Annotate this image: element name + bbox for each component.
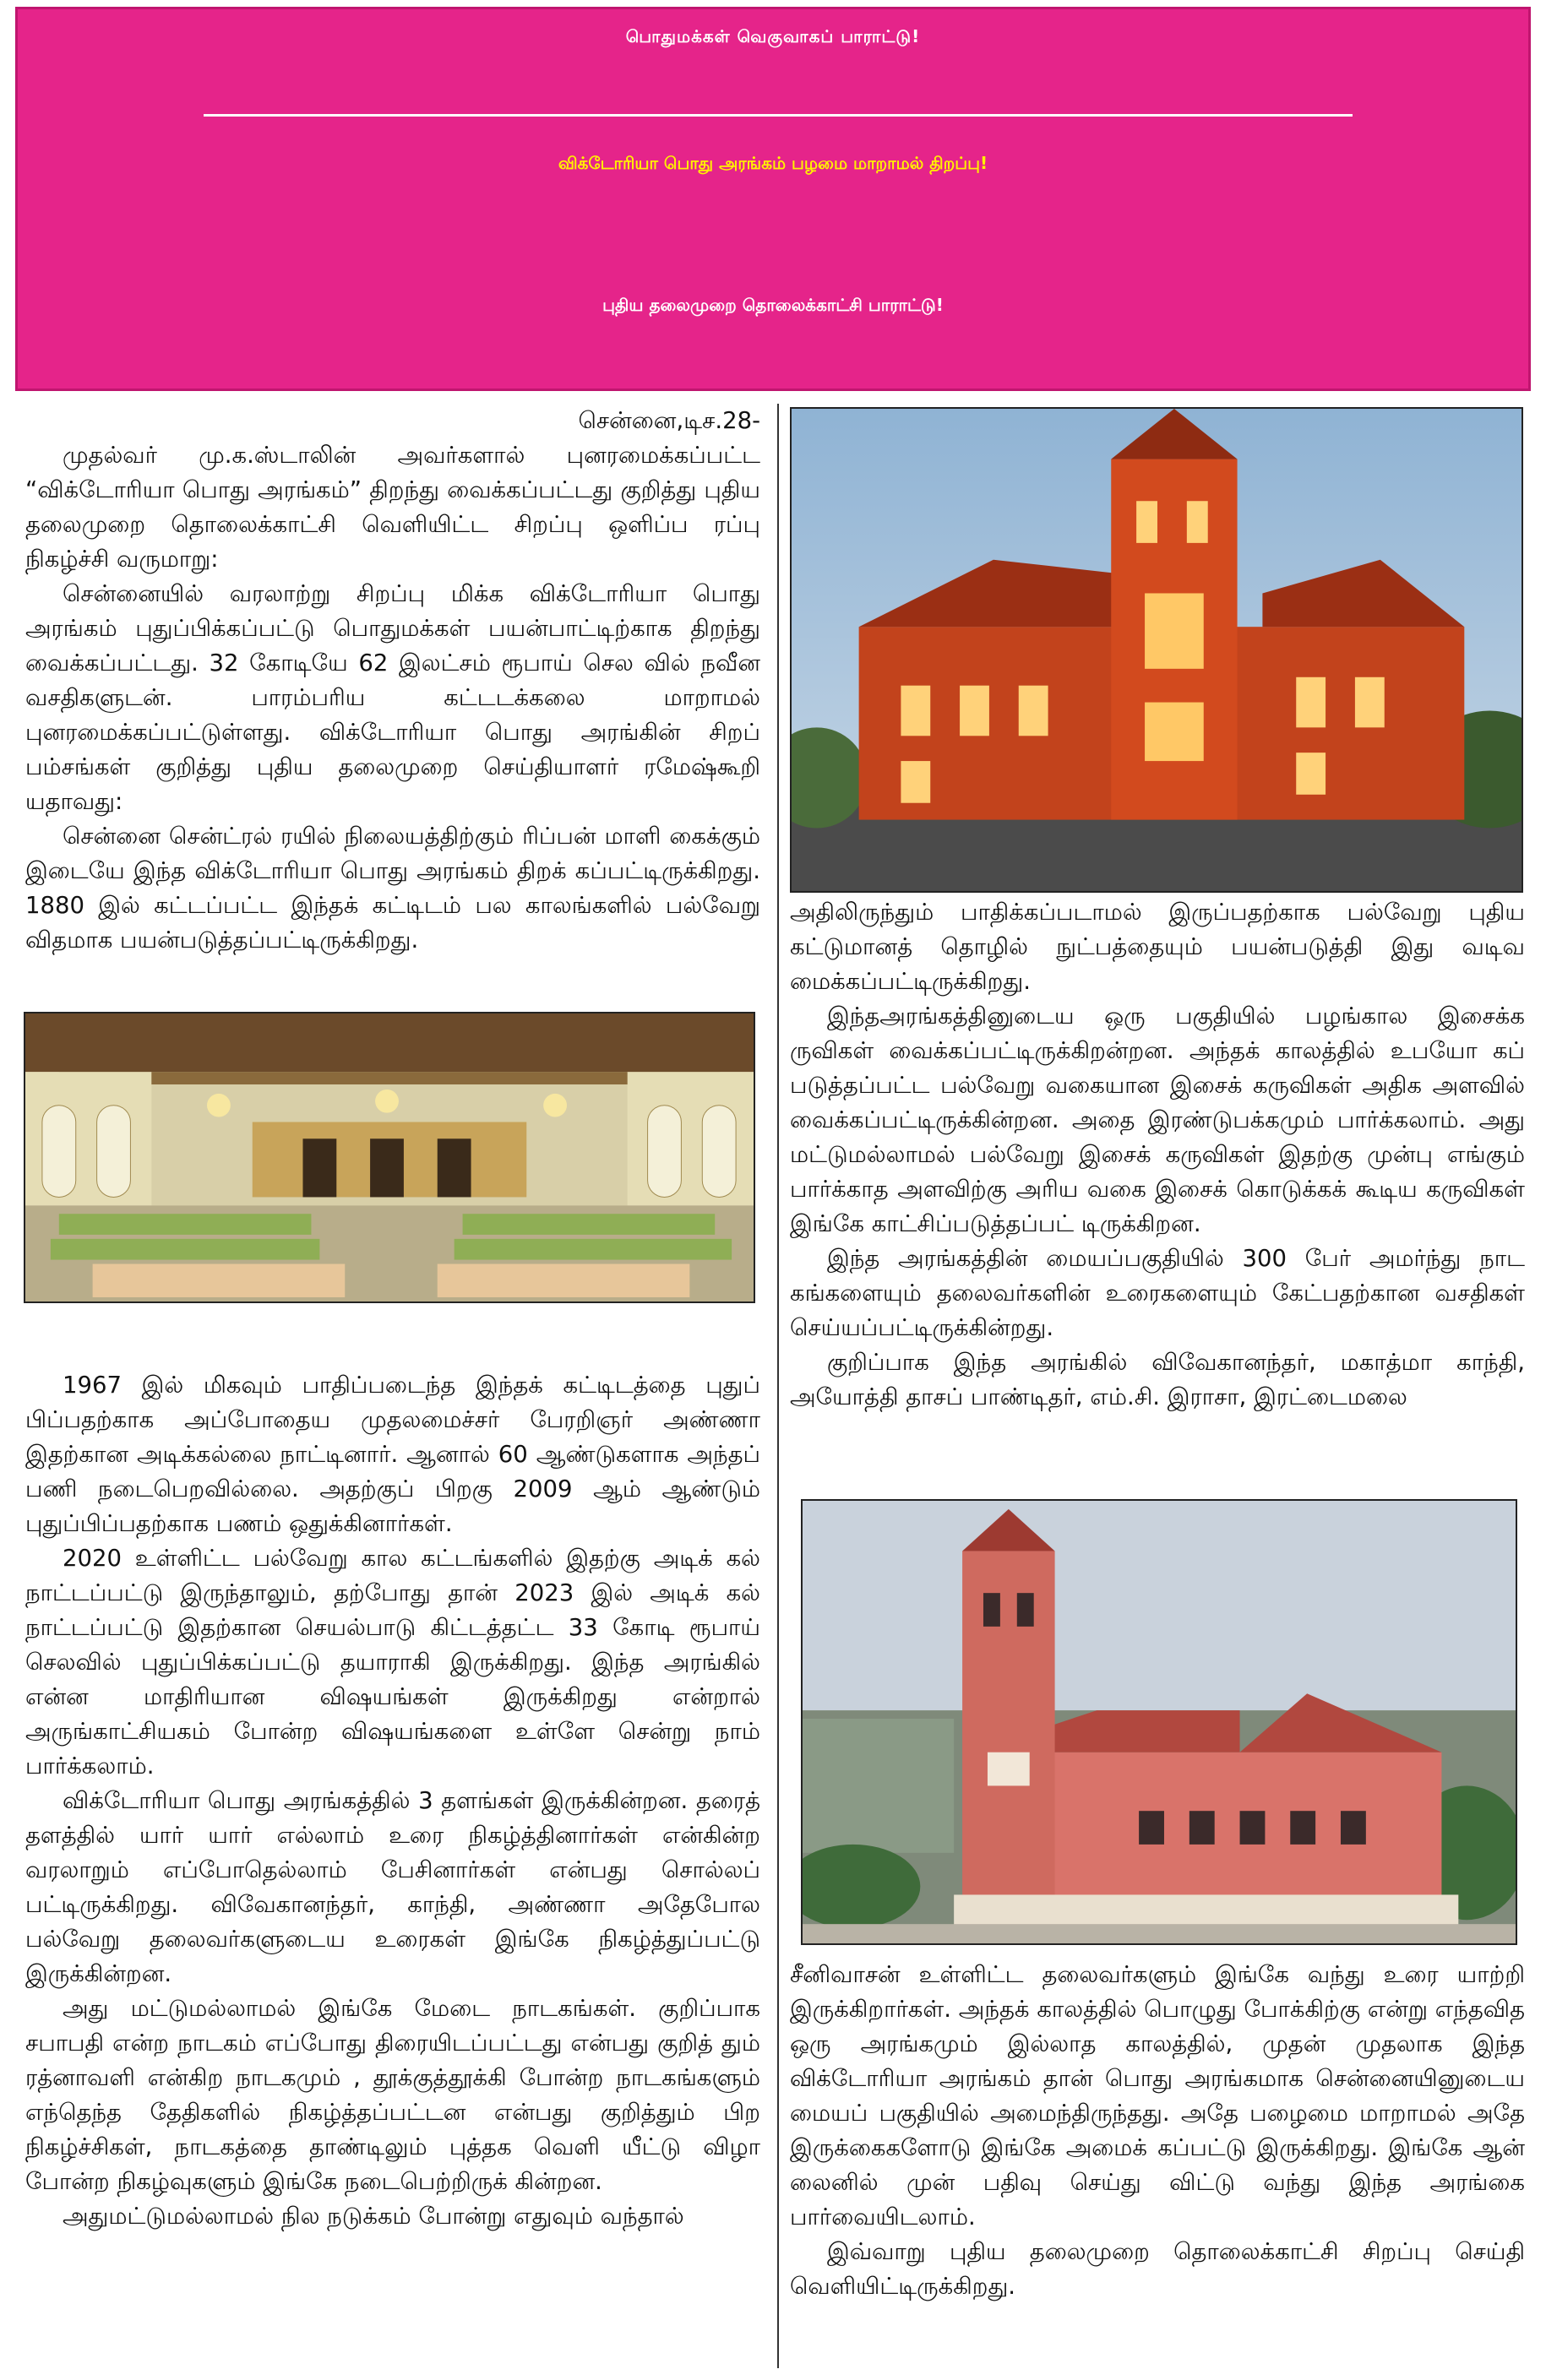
left-column-top — [25, 404, 760, 958]
paragraph: சென்னை சென்ட்ரல் ரயில் நிலையத்திற்கும் ரிப்பன் மாளி கைக்கும் இடையே இந்த விக்டோரியா பொது அரங்கம் திறக் கப்பட்டிருக்கிறது. 1880 இல் கட்டப்பட்ட இந்தக் கட்டிடம் பல காலங்களில் பல்வேறு விதமாக பயன்படுத்தப்பட்டிருக்கிறது. — [25, 823, 760, 954]
right-column-middle — [790, 895, 1525, 1415]
paragraph: இவ்வாறு புதிய தலைமுறை தொலைக்காட்சி சிறப்பு செய்தி வெளியிட்டிருக்கிறது. — [790, 2238, 1525, 2300]
paragraph: இந்தஅரங்கத்தினுடைய ஒரு பகுதியில் பழங்கால இசைக்க ருவிகள் வைக்கப்பட்டிருக்கிறன்றன. அந்தக் காலத்தில் உபயோ கப் படுத்தப்பட்ட பல்வேறு வகையான இசைக் கருவிகள் அதிக அளவில் வைக்கப்பட்டிருக்கின்றன. அதை இரண்டுபக்கமும் பார்க்கலாம். அது மட்டுமல்லாமல் பல்வேறு இசைக் கருவிகள் இதற்கு முன்பு எங்கும் பார்க்காத அளவிற்கு அரிய வகை இசைக் கொடுக்கக் கூடிய கருவிகள் இங்கே காட்சிப்படுத்தப்பட் டிருக்கிறன. — [790, 1003, 1525, 1237]
headline-line-3: புதிய தலைமுறை தொலைக்காட்சி பாராட்டு! — [602, 295, 944, 315]
paragraph: சீனிவாசன் உள்ளிட்ட தலைவர்களும் இங்கே வந்து உரை யாற்றி இருக்கிறார்கள். அந்தக் காலத்தில் பொழுது போக்கிற்கு என்று எந்தவித ஒரு அரங்கமும் இல்லாத காலத்தில், முதன் முதலாக இந்த விக்டோரியா அரங்கம் தான் பொது அரங்கமாக சென்னையினுடைய மையப் பகுதியில் அமைந்திருந்தது. அதே பழைமை மாறாமல் அதே இருக்கைகளோடு இங்கே அமைக் கப்பட்டு இருக்கிறது. இங்கே ஆன் லைனில் முன் பதிவு செய்து விட்டு வந்து இந்த அரங்கை பார்வையிடலாம். — [790, 1961, 1525, 2231]
paragraph: முதல்வர் மு.க.ஸ்டாலின் அவர்களால் புனரமைக்கப்பட்ட “விக்டோரியா பொது அரங்கம்” திறந்து வைக்கப்பட்டது குறித்து புதிய தலைமுறை தொலைக்காட்சி வெளியிட்ட சிறப்பு ஒளிப்ப ரப்பு நிகழ்ச்சி வருமாறு: — [25, 442, 760, 573]
paragraph: அதிலிருந்தும் பாதிக்கப்படாமல் இருப்பதற்காக பல்வேறு புதிய கட்டுமானத் தொழில் நுட்பத்தையும் பயன்படுத்தி இது வடிவ மைக்கப்பட்டிருக்கிறது. — [790, 899, 1525, 995]
left-column-bottom — [25, 1368, 760, 2234]
dateline: சென்னை,டிச.28- — [578, 407, 760, 434]
paragraph: அதுமட்டுமல்லாமல் நில நடுக்கம் போன்று எதுவும் வந்தால் — [63, 2203, 684, 2230]
paragraph: 2020 உள்ளிட்ட பல்வேறு கால கட்டங்களில் இதற்கு அடிக் கல் நாட்டப்பட்டு இருந்தாலும், தற்போது தான் 2023 இல் அடிக் கல் நாட்டப்பட்டு இதற்கான செயல்பாடு கிட்டத்தட்ட 33 கோடி ரூபாய் செலவில் புதுப்பிக்கப்பட்டு தயாராகி இருக்கிறது. இந்த அரங்கில் என்ன மாதிரியான விஷயங்கள் இருக்கிறது என்றால் அருங்காட்சியகம் போன்ற விஷயங்களை உள்ளே சென்று நாம் பார்க்கலாம். — [25, 1545, 760, 1780]
headline-banner — [15, 7, 1531, 391]
paragraph: குறிப்பாக இந்த அரங்கில் விவேகானந்தர், மகாத்மா காந்தி, அயோத்தி தாசப் பாண்டிதர், எம்.சி. இராசா, இரட்டைமலை — [790, 1349, 1525, 1410]
paragraph: இந்த அரங்கத்தின் மையப்பகுதியில் 300 பேர் அமர்ந்து நாட கங்களையும் தலைவர்களின் உரைகளையும் கேட்பதற்கான வசதிகள் செய்யப்பட்டிருக்கின்றது. — [790, 1245, 1525, 1341]
paragraph: 1967 இல் மிகவும் பாதிப்படைந்த இந்தக் கட்டிடத்தை புதுப் பிப்பதற்காக அப்போதைய முதலமைச்சர் பேரறிஞர் அண்ணா இதற்கான அடிக்கல்லை நாட்டினார். ஆனால் 60 ஆண்டுகளாக அந்தப் பணி நடைபெறவில்லை. அதற்குப் பிறகு 2009 ஆம் ஆண்டும் புதுப்பிப்பதற்காக பணம் ஒதுக்கினார்கள். — [25, 1372, 760, 1537]
photo-victoria-hall-evening — [790, 407, 1523, 893]
headline-divider — [204, 114, 1353, 117]
right-column-bottom — [790, 1958, 1525, 2304]
photo-interior-hall — [24, 1012, 755, 1303]
photo-victoria-hall-aerial — [801, 1499, 1517, 1945]
paragraph: விக்டோரியா பொது அரங்கத்தில் 3 தளங்கள் இருக்கின்றன. தரைத் தளத்தில் யார் யார் எல்லாம் உரை நிகழ்த்தினார்கள் என்கின்ற வரலாறும் எப்போதெல்லாம் பேசினார்கள் என்பது சொல்லப் பட்டிருக்கிறது. விவேகானந்தர், காந்தி, அண்ணா அதேபோல பல்வேறு தலைவர்களுடைய உரைகள் இங்கே நிகழ்த்துப்பட்டு இருக்கின்றன. — [25, 1787, 760, 1987]
headline-line-2: விக்டோரியா பொது அரங்கம் பழமை மாறாமல் திறப்பு! — [558, 153, 988, 173]
column-divider — [777, 404, 779, 2368]
paragraph: சென்னையில் வரலாற்று சிறப்பு மிக்க விக்டோரியா பொது அரங்கம் புதுப்பிக்கப்பட்டு பொதுமக்கள் பயன்பாட்டிற்காக திறந்து வைக்கப்பட்டது. 32 கோடியே 62 இலட்சம் ரூபாய் செல வில் நவீன வசதிகளுடன். பாரம்பரிய கட்டடக்கலை மாறாமல் புனரமைக்கப்பட்டுள்ளது. விக்டோரியா பொது அரங்கின் சிறப் பம்சங்கள் குறித்து புதிய தலைமுறை செய்தியாளர் ரமேஷ்கூறி யதாவது: — [25, 580, 760, 815]
headline-line-1: பொதுமக்கள் வெகுவாகப் பாராட்டு! — [625, 26, 921, 46]
paragraph: அது மட்டுமல்லாமல் இங்கே மேடை நாடகங்கள். குறிப்பாக சபாபதி என்ற நாடகம் எப்போது திரையிடப்பட்டது என்பது குறித் தும் ரத்னாவளி என்கிற நாடகமும் , தூக்குத்தூக்கி போன்ற நாடகங்களும் எந்தெந்த தேதிகளில் நிகழ்த்தப்பட்டன என்பது குறித்தும் பிற நிகழ்ச்சிகள், நாடகத்தை தாண்டிலும் புத்தக வெளி யீட்டு விழா போன்ற நிகழ்வுகளும் இங்கே நடைபெற்றிருக் கின்றன. — [25, 1995, 760, 2195]
